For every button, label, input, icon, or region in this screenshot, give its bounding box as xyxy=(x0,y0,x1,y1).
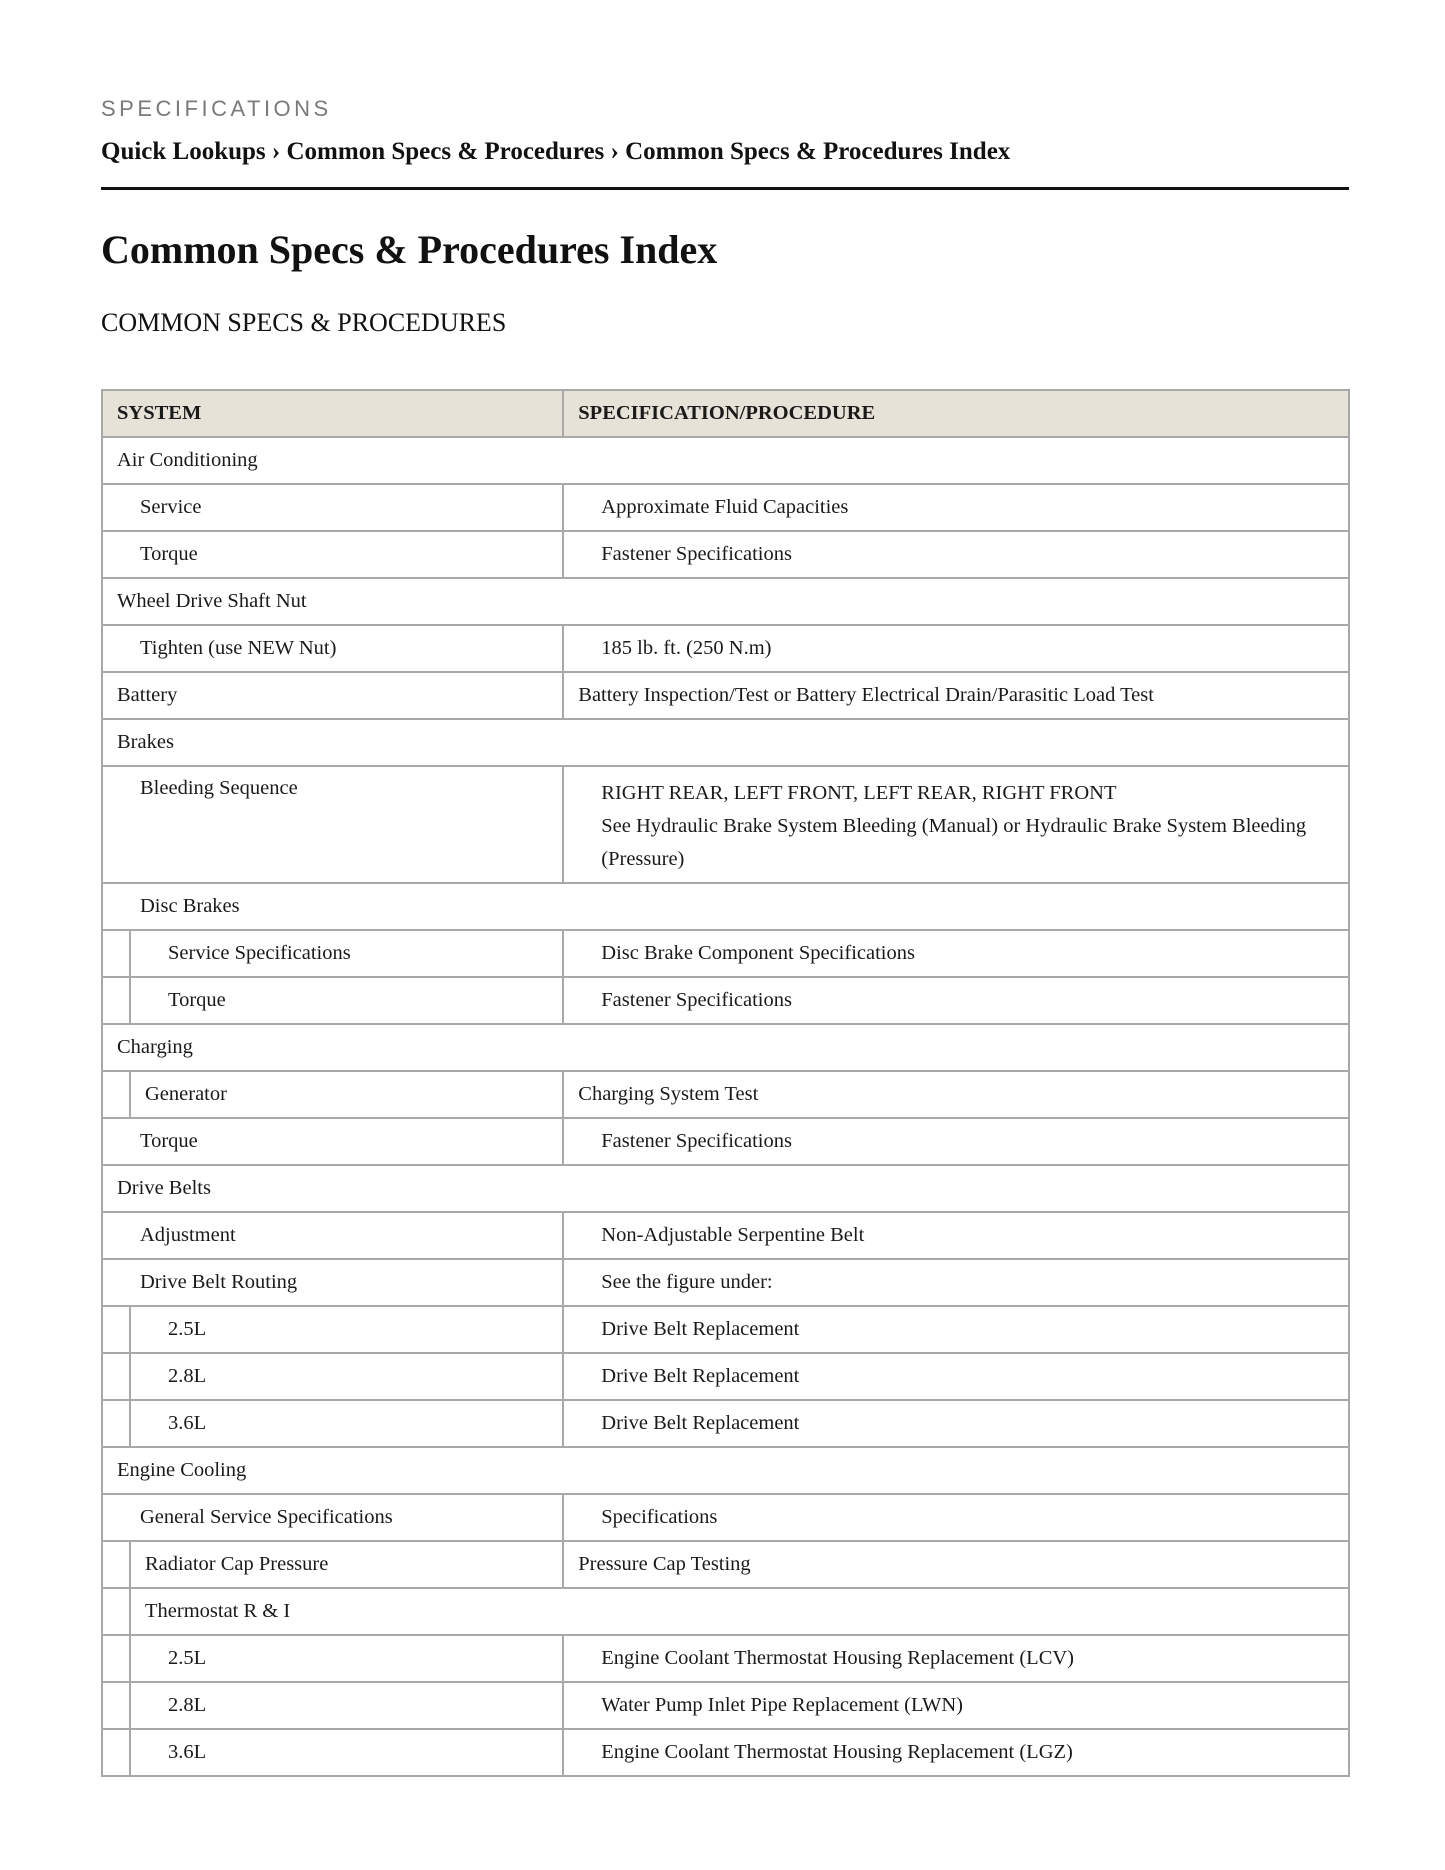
system-cell: Generator xyxy=(130,1071,563,1118)
table-row xyxy=(102,1212,1349,1259)
table-row xyxy=(102,531,1349,578)
table-row xyxy=(102,1118,1349,1165)
specification-cell: Drive Belt Replacement xyxy=(563,1400,1349,1447)
system-cell: Brakes xyxy=(102,719,1349,766)
system-cell: General Service Specifications xyxy=(102,1494,563,1541)
specification-cell: Fastener Specifications xyxy=(563,531,1349,578)
table-row xyxy=(102,1729,1349,1776)
system-cell: Tighten (use NEW Nut) xyxy=(102,625,563,672)
table-row xyxy=(102,1071,1349,1118)
indent-rail-cell xyxy=(102,1306,130,1353)
specification-cell: Charging System Test xyxy=(563,1071,1349,1118)
table-section-row xyxy=(102,1165,1349,1212)
indent-rail-cell xyxy=(102,1071,130,1118)
table-row xyxy=(102,930,1349,977)
system-cell: 2.8L xyxy=(130,1353,563,1400)
table-row xyxy=(102,1400,1349,1447)
system-cell: 3.6L xyxy=(130,1729,563,1776)
specification-cell: Battery Inspection/Test or Battery Electrical Drain/Parasitic Load Test xyxy=(563,672,1349,719)
indent-rail-cell xyxy=(102,1682,130,1729)
specification-cell: Pressure Cap Testing xyxy=(563,1541,1349,1588)
table-row xyxy=(102,625,1349,672)
system-cell: Disc Brakes xyxy=(102,883,1349,930)
table-section-row xyxy=(102,1024,1349,1071)
column-header-system: SYSTEM xyxy=(102,390,563,437)
system-cell: Drive Belt Routing xyxy=(102,1259,563,1306)
specification-cell: Drive Belt Replacement xyxy=(563,1306,1349,1353)
table-row xyxy=(102,1635,1349,1682)
table-section-row xyxy=(102,1447,1349,1494)
system-cell: Service Specifications xyxy=(130,930,563,977)
system-cell: Service xyxy=(102,484,563,531)
section-eyebrow: SPECIFICATIONS xyxy=(101,96,332,121)
specification-cell: Approximate Fluid Capacities xyxy=(563,484,1349,531)
table-row xyxy=(102,1541,1349,1588)
indent-rail-cell xyxy=(102,977,130,1024)
system-cell: 2.5L xyxy=(130,1306,563,1353)
system-cell: Air Conditioning xyxy=(102,437,1349,484)
table-row xyxy=(102,977,1349,1024)
specification-cell: Fastener Specifications xyxy=(563,1118,1349,1165)
table-body xyxy=(102,437,1349,1776)
system-cell: Bleeding Sequence xyxy=(102,766,563,883)
table-section-row xyxy=(102,883,1349,930)
indent-rail-cell xyxy=(102,1635,130,1682)
system-cell: Torque xyxy=(102,1118,563,1165)
system-cell: Radiator Cap Pressure xyxy=(130,1541,563,1588)
indent-rail-cell xyxy=(102,1588,130,1635)
table-section-row xyxy=(102,719,1349,766)
indent-rail-cell xyxy=(102,1729,130,1776)
indent-rail-cell xyxy=(102,1353,130,1400)
system-cell: Battery xyxy=(102,672,563,719)
column-header-specification: SPECIFICATION/PROCEDURE xyxy=(563,390,1349,437)
table-row xyxy=(102,484,1349,531)
table-row xyxy=(102,1306,1349,1353)
page-title: Common Specs & Procedures Index xyxy=(101,227,718,272)
table-row xyxy=(102,1353,1349,1400)
table-section-row xyxy=(102,1588,1349,1635)
specification-cell: Specifications xyxy=(563,1494,1349,1541)
table-section-row xyxy=(102,578,1349,625)
system-cell: 2.8L xyxy=(130,1682,563,1729)
system-cell: Torque xyxy=(130,977,563,1024)
table-row xyxy=(102,1494,1349,1541)
table-section-row xyxy=(102,437,1349,484)
indent-rail-cell xyxy=(102,930,130,977)
indent-rail-cell xyxy=(102,1541,130,1588)
specification-cell: Fastener Specifications xyxy=(563,977,1349,1024)
specification-cell: 185 lb. ft. (250 N.m) xyxy=(563,625,1349,672)
specification-cell xyxy=(563,766,1349,883)
table-row xyxy=(102,672,1349,719)
system-cell: Drive Belts xyxy=(102,1165,1349,1212)
specification-cell: Non-Adjustable Serpentine Belt xyxy=(563,1212,1349,1259)
indent-rail-cell xyxy=(102,1400,130,1447)
table-row xyxy=(102,1259,1349,1306)
system-cell: Charging xyxy=(102,1024,1349,1071)
system-cell: 2.5L xyxy=(130,1635,563,1682)
specification-text: RIGHT REAR, LEFT FRONT, LEFT REAR, RIGHT FRONT xyxy=(601,782,1117,804)
specification-cell: See the figure under: xyxy=(563,1259,1349,1306)
specification-cell: Engine Coolant Thermostat Housing Replacement (LGZ) xyxy=(563,1729,1349,1776)
system-cell: Engine Cooling xyxy=(102,1447,1349,1494)
specification-cell: Disc Brake Component Specifications xyxy=(563,930,1349,977)
system-cell: Wheel Drive Shaft Nut xyxy=(102,578,1349,625)
page-subtitle: COMMON SPECS & PROCEDURES xyxy=(101,308,507,337)
table-header-row xyxy=(102,390,1349,437)
system-cell: 3.6L xyxy=(130,1400,563,1447)
system-cell: Thermostat R & I xyxy=(130,1588,1349,1635)
specification-cell: Engine Coolant Thermostat Housing Replacement (LCV) xyxy=(563,1635,1349,1682)
table-row xyxy=(102,766,1349,883)
header-divider xyxy=(101,187,1349,190)
system-cell: Torque xyxy=(102,531,563,578)
specs-table xyxy=(101,389,1350,1777)
specification-note: See Hydraulic Brake System Bleeding (Manual) or Hydraulic Brake System Bleeding (Pressure) xyxy=(601,815,1307,870)
table-row xyxy=(102,1682,1349,1729)
system-cell: Adjustment xyxy=(102,1212,563,1259)
breadcrumb: Quick Lookups › Common Specs & Procedures › Common Specs & Procedures Index xyxy=(101,138,1011,165)
specification-cell: Water Pump Inlet Pipe Replacement (LWN) xyxy=(563,1682,1349,1729)
specification-cell: Drive Belt Replacement xyxy=(563,1353,1349,1400)
